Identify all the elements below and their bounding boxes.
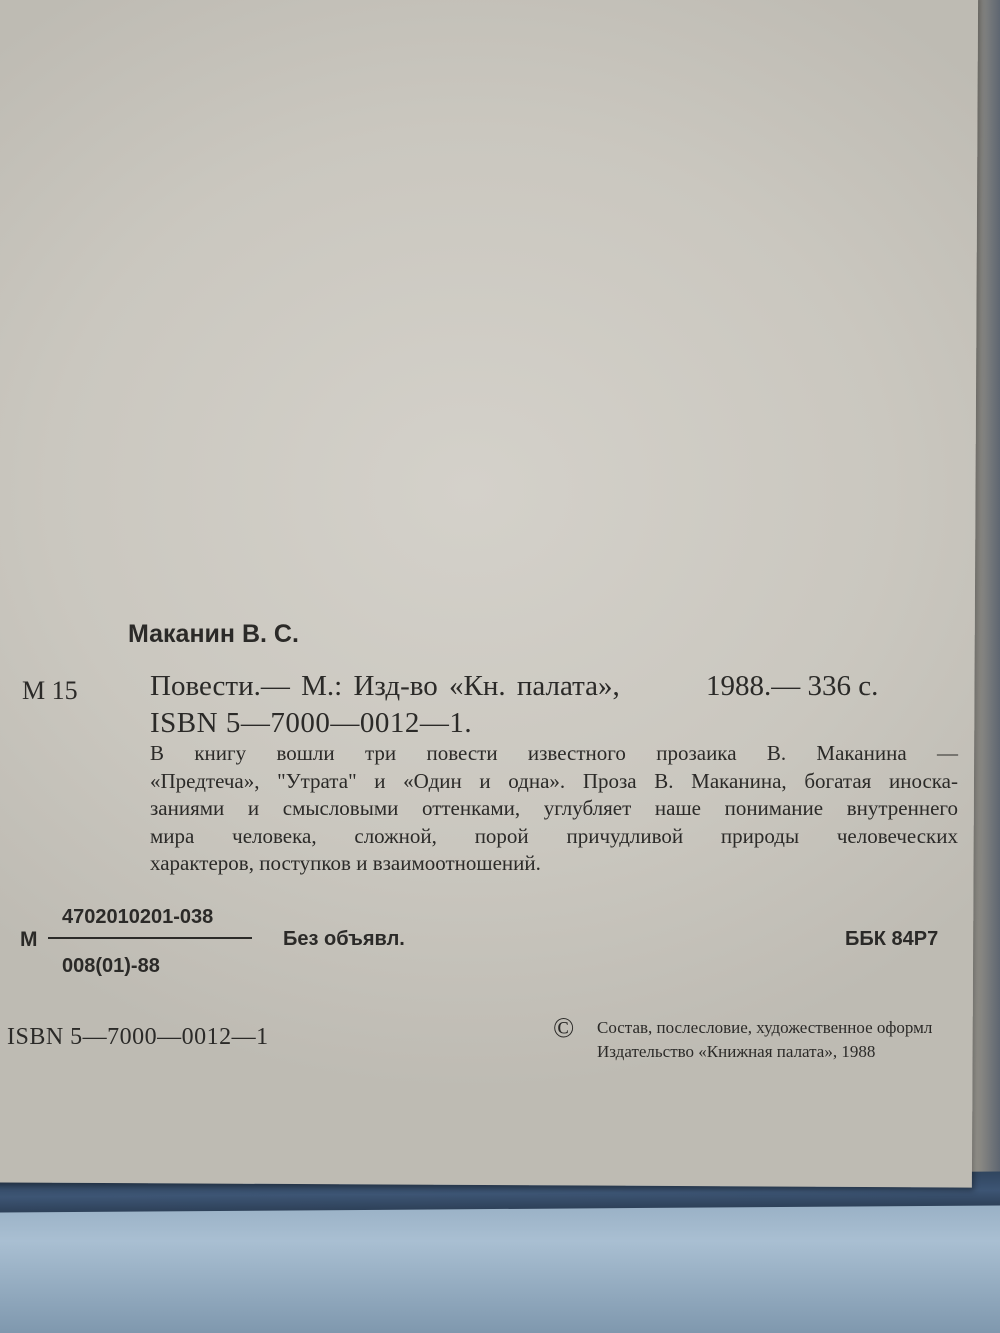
copyright-line-2: Издательство «Книжная палата», 1988 — [597, 1042, 876, 1061]
isbn-main: ISBN 5—7000—0012—1. — [150, 707, 473, 739]
index-numerator: 4702010201-038 — [62, 906, 214, 928]
price-note: Без объявл. — [283, 928, 405, 950]
annotation-line: В книгу вошли три повести известного прозаика В. Маканина — — [150, 741, 958, 765]
year-pages: 1988.— 336 с. — [706, 670, 879, 702]
annotation-line: характеров, поступков и взаимоотношений. — [150, 851, 541, 875]
annotation-line: мира человека, сложной, порой причудливой природы человеческих — [150, 823, 958, 848]
bibliographic-entry: Повести.— М.: Изд-во «Кн. палата», — [150, 670, 620, 702]
annotation-line: заниями и смысловыми оттенками, углубляет наше понимание внутреннего — [150, 796, 958, 820]
library-code: М 15 — [22, 676, 78, 705]
isbn-bottom: ISBN 5—7000—0012—1 — [7, 1024, 269, 1050]
copyright-line-1: Состав, послесловие, художественное оформл — [597, 1018, 933, 1037]
author-name: Маканин В. С. — [128, 620, 299, 648]
index-denominator: 008(01)-88 — [62, 955, 160, 977]
index-letter: М — [20, 928, 38, 951]
copyright-symbol: © — [553, 1013, 575, 1044]
bbk-code: ББК 84Р7 — [845, 928, 939, 950]
fraction-line — [48, 937, 252, 939]
annotation — [150, 740, 958, 878]
annotation-line: «Предтеча», "Утрата" и «Один и одна». Проза В. Маканина, богатая иноска- — [150, 768, 958, 793]
